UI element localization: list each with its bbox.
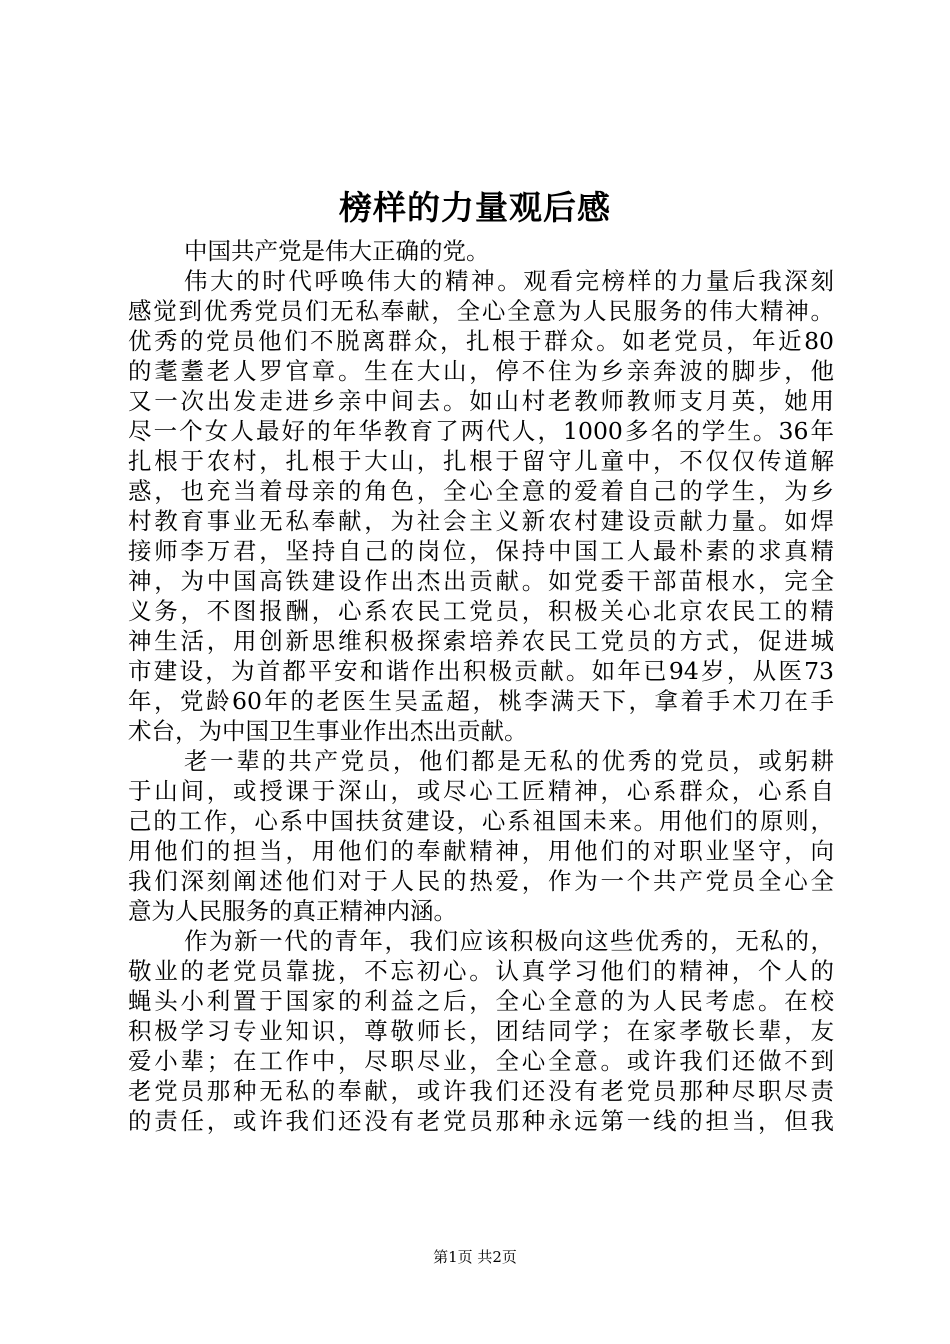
body-line: 的耄耋老人罗官章。生在大山，停不住为乡亲奔波的脚步，他: [128, 357, 834, 385]
body-line: 爱小辈；在工作中，尽职尽业，全心全意。或许我们还做不到: [128, 1047, 834, 1075]
body-line: 尽一个女人最好的年华教育了两代人，1000多名的学生。36年: [128, 417, 834, 445]
body-line: 术台，为中国卫生事业作出杰出贡献。: [128, 717, 528, 745]
body-line: 神生活，用创新思维积极探索培养农民工党员的方式，促进城: [128, 627, 834, 655]
body-line: 村教育事业无私奉献，为社会主义新农村建设贡献力量。如焊: [128, 507, 834, 535]
body-line: 接师李万君，坚持自己的岗位，保持中国工人最朴素的求真精: [128, 537, 834, 565]
document-body: [128, 236, 834, 1136]
body-line: 的责任，或许我们还没有老党员那种永远第一线的担当，但我: [128, 1107, 834, 1135]
body-line: 于山间，或授课于深山，或尽心工匠精神，心系群众，心系自: [128, 777, 834, 805]
body-line: 优秀的党员他们不脱离群众，扎根于群众。如老党员，年近80: [128, 327, 834, 355]
body-line: 老党员那种无私的奉献，或许我们还没有老党员那种尽职尽责: [128, 1077, 834, 1105]
body-line: 伟大的时代呼唤伟大的精神。观看完榜样的力量后我深刻: [184, 267, 834, 295]
body-line: 扎根于农村，扎根于大山，扎根于留守儿童中，不仅仅传道解: [128, 447, 834, 475]
body-line: 义务，不图报酬，心系农民工党员，积极关心北京农民工的精: [128, 597, 834, 625]
body-line: 用他们的担当，用他们的奉献精神，用他们的对职业坚守，向: [128, 837, 834, 865]
body-line: 作为新一代的青年，我们应该积极向这些优秀的，无私的，: [184, 927, 834, 955]
body-line: 又一次出发走进乡亲中间去。如山村老教师教师支月英，她用: [128, 387, 834, 415]
page-number-footer: 第1页 共2页: [433, 1248, 517, 1266]
body-line: 积极学习专业知识，尊敬师长，团结同学；在家孝敬长辈，友: [128, 1017, 834, 1045]
body-line: 老一辈的共产党员，他们都是无私的优秀的党员，或躬耕: [184, 747, 834, 775]
body-line: 敬业的老党员靠拢，不忘初心。认真学习他们的精神，个人的: [128, 957, 834, 985]
body-line: 蝇头小利置于国家的利益之后，全心全意的为人民考虑。在校: [128, 987, 834, 1015]
body-line: 我们深刻阐述他们对于人民的热爱，作为一个共产党员全心全: [128, 867, 834, 895]
body-line: 己的工作，心系中国扶贫建设，心系祖国未来。用他们的原则，: [128, 807, 834, 835]
body-line: 市建设，为首都平安和谐作出积极贡献。如年已94岁，从医73: [128, 657, 834, 685]
body-line: 意为人民服务的真正精神内涵。: [128, 897, 457, 925]
body-line: 神，为中国高铁建设作出杰出贡献。如党委干部苗根水，完全: [128, 567, 834, 595]
body-line: 感觉到优秀党员们无私奉献，全心全意为人民服务的伟大精神。: [128, 297, 834, 325]
body-line: 年，党龄60年的老医生吴孟超，桃李满天下，拿着手术刀在手: [128, 687, 834, 715]
body-line: 中国共产党是伟大正确的党。: [184, 237, 490, 265]
body-line: 惑，也充当着母亲的角色，全心全意的爱着自己的学生，为乡: [128, 477, 834, 505]
document-title: 榜样的力量观后感: [339, 188, 611, 227]
